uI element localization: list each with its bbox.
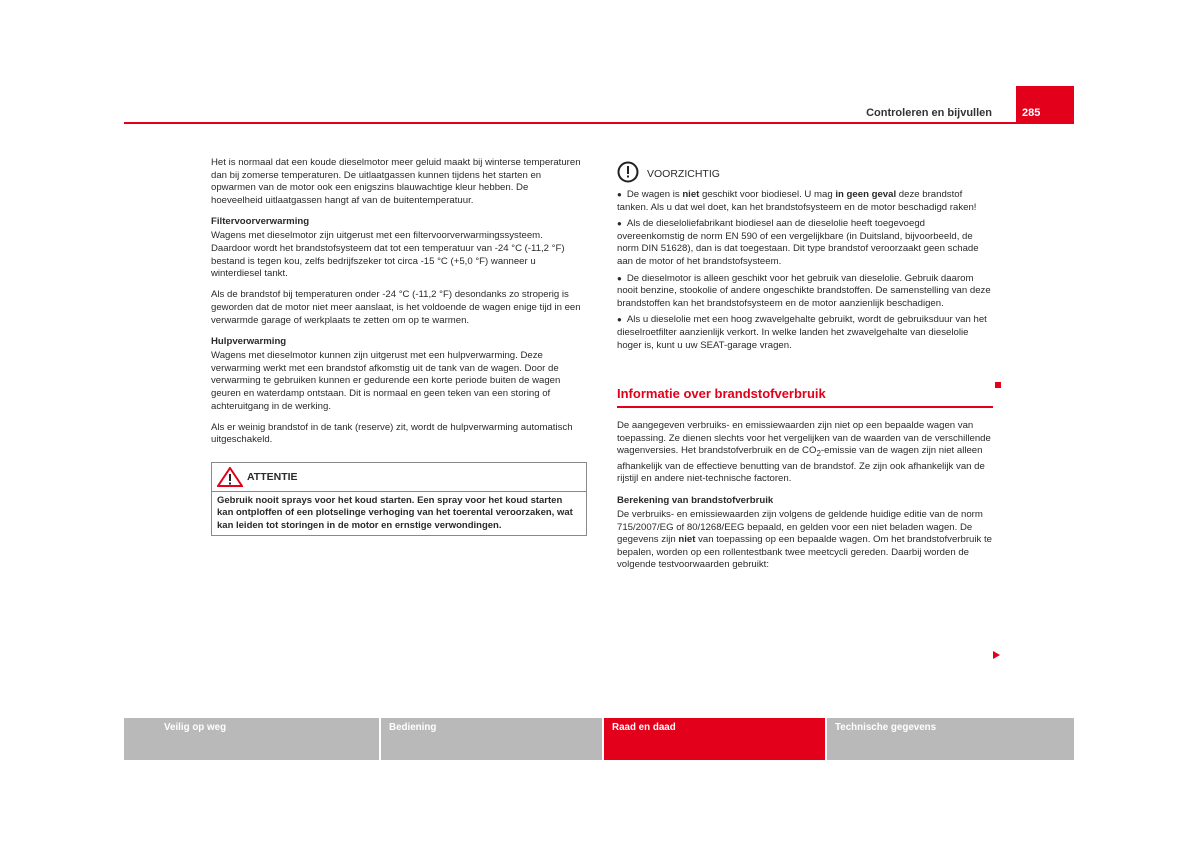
- tab-bediening[interactable]: Bediening: [381, 718, 602, 760]
- tab-raad-en-daad[interactable]: Raad en daad: [604, 718, 825, 760]
- filter-heading: Filtervoorverwarming: [211, 215, 310, 227]
- bullet-icon: ●: [617, 273, 622, 283]
- bullet-icon: ●: [617, 315, 622, 325]
- list-item: ● Als de dieseloliefabrikant biodiesel aan de dieselolie heeft toegevoegd overeenkomstig de norm EN 590 of een vergelijkbare (in Duitsland, bijvoorbeeld, de norm DIN 51628), dan is dat toegestaan. Dit type brandstof veroorzaakt geen schade aan de motor of het brandstofsysteem.: [617, 218, 979, 267]
- intro-paragraph: Het is normaal dat een koude dieselmotor meer geluid maakt bij winterse temperaturen dan bij zomerse temperaturen. De uitlaatgassen kunnen tijdens het starten en opwarmen van de motor ook een enigszins blauwachtige kleur hebben. De hoeveelheid uitlaatgassen hangt af van de buitentemperatuur.: [211, 157, 581, 206]
- exclamation-circle-icon: [617, 161, 639, 183]
- attention-box: [211, 462, 587, 536]
- bullet-icon: ●: [617, 190, 622, 199]
- aux-paragraph-1: Wagens met dieselmotor kunnen zijn uitgerust met een hulpverwarming. Deze verwarming werkt met een brandstof afkomstig uit de tank van de wagen. Door de verwarming te gebruiken kunnen er gedurende een korte periode buiten de wagen geuren en waterdamp ontstaan. Dit is normaal en geen teken van een storing of achteruitgang in de werking.: [211, 350, 561, 412]
- consumption-paragraph: De aangegeven verbruiks- en emissiewaarden zijn niet op een bepaalde wagen van toepassing. Ze dienen slechts voor het vergelijken van de waarden van de verschillende wagenversies. Het brandstofverbruik en de $CO_2$-emissie van de wagen zijn niet alleen afhankelijk van de effectieve benutting van de brandstof. Ze zijn ook afhankelijk van de rijstijl en andere niet-technische factoren.: [617, 420, 991, 485]
- list-item: ● Als u dieselolie met een hoog zwavelgehalte gebruikt, wordt de gebruiksduur van het dieselroetfilter aanzienlijk verkort. In welke landen het zwavelgehalte van dieselolie hoger is, kunt u uw SEAT-garage vragen.: [617, 314, 987, 351]
- list-item: ● De wagen is niet geschikt voor biodiesel. U mag in geen geval deze brandstof tanken. Als u dat wel doet, kan het brandstofsysteem en de motor beschadigd raken!: [617, 189, 977, 213]
- aux-heading: Hulpverwarming: [211, 335, 287, 347]
- continue-arrow-icon: [993, 651, 1000, 659]
- tab-technische-gegevens[interactable]: Technische gegevens: [827, 718, 1074, 760]
- page-number: 285: [1016, 86, 1074, 124]
- warning-triangle-icon: [217, 467, 243, 487]
- tab-veilig-op-weg[interactable]: Veilig op weg: [124, 718, 379, 760]
- section-title: Informatie over brandstofverbruik: [617, 386, 826, 402]
- caution-title: VOORZICHTIG: [647, 168, 720, 180]
- end-marker-icon: [995, 382, 1001, 388]
- bullet-icon: ●: [617, 219, 622, 229]
- chapter-title: Controleren en bijvullen: [866, 107, 992, 119]
- filter-paragraph-1: Wagens met dieselmotor zijn uitgerust met een filtervoorverwarmingssysteem. Daardoor wordt het brandstofsysteem dat tot een temperatuur van -24 °C (-11,2 °F) bestand is tegen kou, zelfs bedrijfszeker tot circa -15 °C (+5,0 °F) wanneer u winterdiesel tankt.: [211, 230, 565, 280]
- filter-paragraph-2: Als de brandstof bij temperaturen onder -24 °C (-11,2 °F) desondanks zo stroperig is geworden dat de motor niet meer aanslaat, is het voldoende de wagen enige tijd in een verwarmde garage of werkplaats te zetten om op te warmen.: [211, 289, 581, 326]
- attention-title: ATTENTIE: [247, 470, 298, 483]
- attention-text: Gebruik nooit sprays voor het koud starten. Een spray voor het koud starten kan ontploffen of een plotselinge verhoging van het toerental veroorzaken, wat kan leiden tot storingen in de motor en ernstige verwondingen.: [217, 494, 573, 531]
- caution-header: [617, 165, 993, 185]
- aux-paragraph-2: Als er weinig brandstof in de tank (reserve) zit, wordt de hulpverwarming automatisch uitgeschakeld.: [211, 421, 573, 446]
- right-column: [617, 165, 993, 581]
- left-column: [211, 157, 581, 536]
- section-rule: [617, 406, 993, 408]
- header-rule: [124, 122, 1074, 124]
- calc-paragraph: De verbruiks- en emissiewaarden zijn volgens de geldende huidige editie van de norm 715/2007/EG of 80/1268/EEG bepaald, en gelden voor een niet beladen wagen. De gegevens zijn niet van toepassing op een bepaalde wagen. Om het brandstofverbruik te bepalen, worden op een rollentestbank twee meetcycli gereden. Daarbij worden de volgende testvoorwaarden gebruikt:: [617, 509, 992, 571]
- attention-header: [212, 463, 586, 492]
- caution-list: [617, 189, 993, 352]
- calc-heading: Berekening van brandstofverbruik: [617, 494, 774, 506]
- list-item: ● De dieselmotor is alleen geschikt voor het gebruik van dieselolie. Gebruik daarom nooit benzine, stookolie of andere ongeschikte brandstoffen. De samenstelling van deze brandstoffen kan het brandstofsysteem en de motor aanzienlijk beschadigen.: [617, 272, 991, 309]
